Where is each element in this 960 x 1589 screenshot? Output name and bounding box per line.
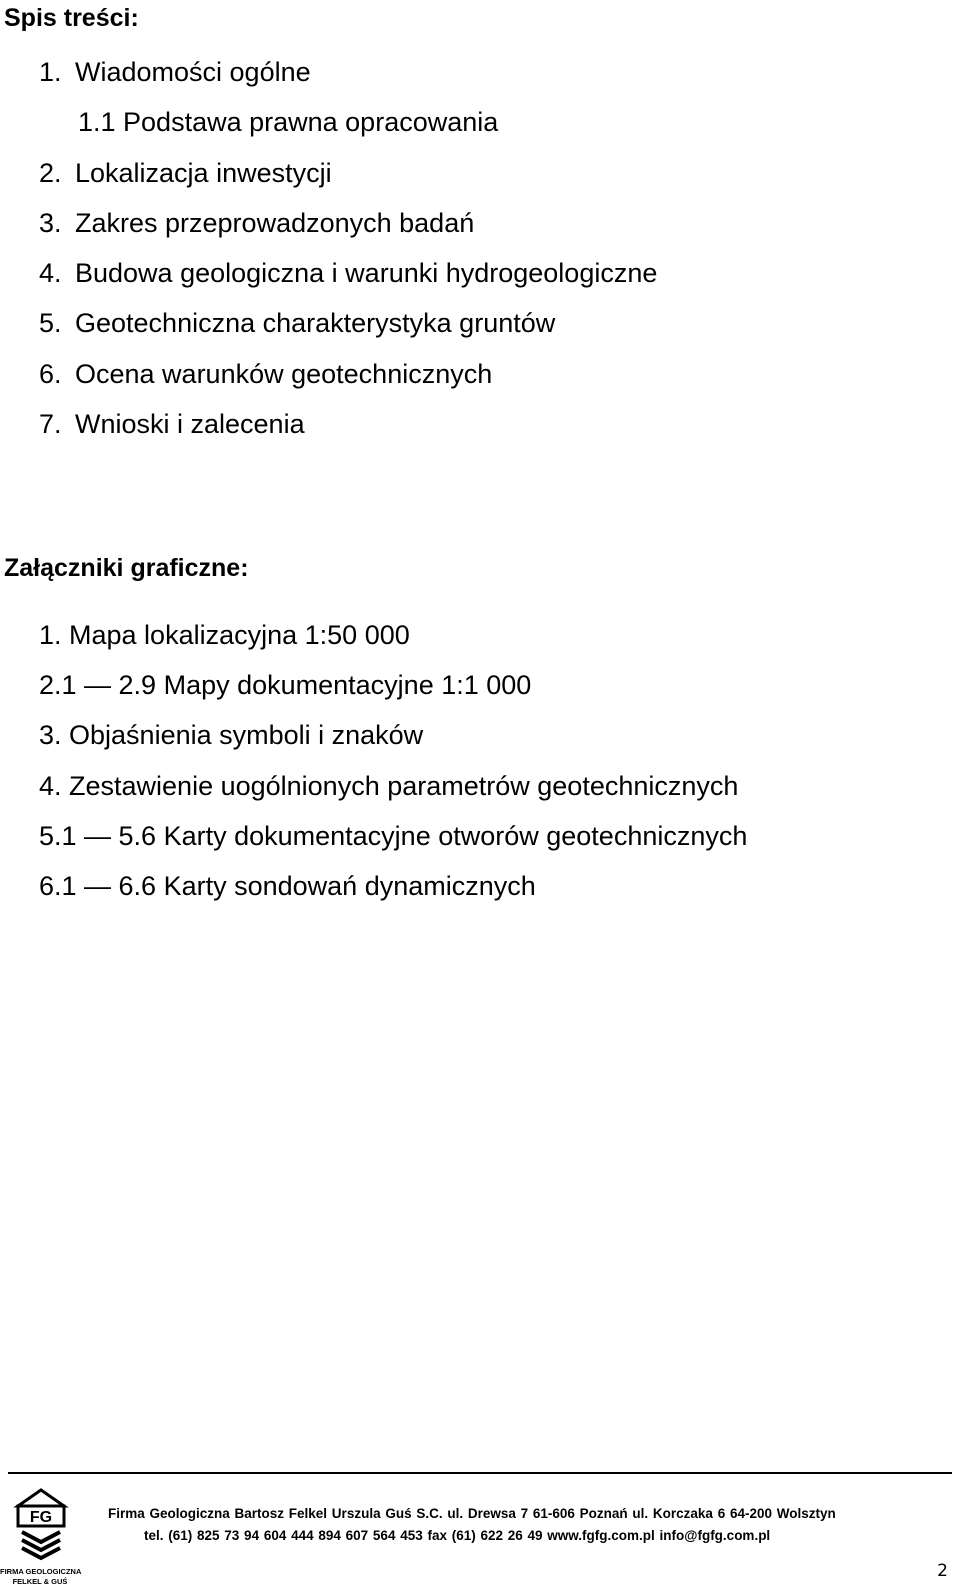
- attachment-item: 3. Objaśnienia symboli i znaków: [39, 720, 424, 751]
- footer-divider: [8, 1472, 952, 1474]
- toc-item: [0, 407, 657, 457]
- toc-item: [0, 306, 657, 356]
- footer-company-address: Firma Geologiczna Bartosz Felkel Urszula Guś S.C. ul. Drewsa 7 61-606 Poznań ul. Korczaka 6 64-200 Wolsztyn: [108, 1506, 836, 1521]
- toc-item-label: Ocena warunków geotechnicznych: [75, 358, 493, 389]
- toc-item-number: 6.: [39, 358, 62, 389]
- toc-title: Spis treści:: [4, 4, 139, 32]
- attachment-item: 6.1 — 6.6 Karty sondowań dynamicznych: [39, 870, 536, 901]
- attachments-title: Załączniki graficzne:: [4, 554, 249, 582]
- toc-item: [0, 105, 657, 155]
- logo-text-line1: FIRMA GEOLOGICZNA: [0, 1567, 82, 1576]
- logo-mark: FG: [29, 1509, 53, 1526]
- toc-item-number: 7.: [39, 409, 62, 440]
- toc-item: [0, 206, 657, 256]
- toc-item: [0, 256, 657, 306]
- toc-item-label: Wnioski i zalecenia: [75, 409, 305, 440]
- toc-item-label: Wiadomości ogólne: [75, 57, 311, 87]
- attachment-item: 5.1 — 5.6 Karty dokumentacyjne otworów geotechnicznych: [39, 820, 748, 851]
- toc-item-number: 3.: [39, 207, 62, 238]
- toc-item-label: Lokalizacja inwestycji: [75, 157, 332, 188]
- attachment-item: 1. Mapa lokalizacyjna 1:50 000: [39, 620, 410, 650]
- logo-text-line2: FELKEL & GUŚ: [12, 1577, 68, 1586]
- attachment-item: 4. Zestawienie uogólnionych parametrów geotechnicznych: [39, 770, 739, 801]
- toc-item-number: 5.: [39, 308, 62, 339]
- attachments-list: [39, 618, 747, 919]
- attachment-item: 2.1 — 2.9 Mapy dokumentacyjne 1:1 000: [39, 670, 532, 701]
- toc-item: [0, 357, 657, 407]
- toc-item: [0, 55, 657, 105]
- footer-contact-info: tel. (61) 825 73 94 604 444 894 607 564 453 fax (61) 622 26 49 www.fgfg.com.pl info@fgfg.com.pl: [144, 1528, 771, 1543]
- toc-item-label: Budowa geologiczna i warunki hydrogeologiczne: [75, 258, 658, 289]
- page-number: 2: [937, 1561, 948, 1581]
- toc-item: [0, 156, 657, 206]
- toc-item-number: 1.: [39, 57, 62, 87]
- toc-list: [0, 55, 657, 457]
- toc-item-number: 2.: [39, 157, 62, 188]
- toc-item-label: 1.1 Podstawa prawna opracowania: [78, 107, 499, 138]
- toc-item-label: Geotechniczna charakterystyka gruntów: [75, 308, 556, 339]
- logo-emblem-icon: [2, 1488, 80, 1568]
- toc-item-number: 4.: [39, 258, 62, 289]
- toc-item-label: Zakres przeprowadzonych badań: [75, 207, 475, 238]
